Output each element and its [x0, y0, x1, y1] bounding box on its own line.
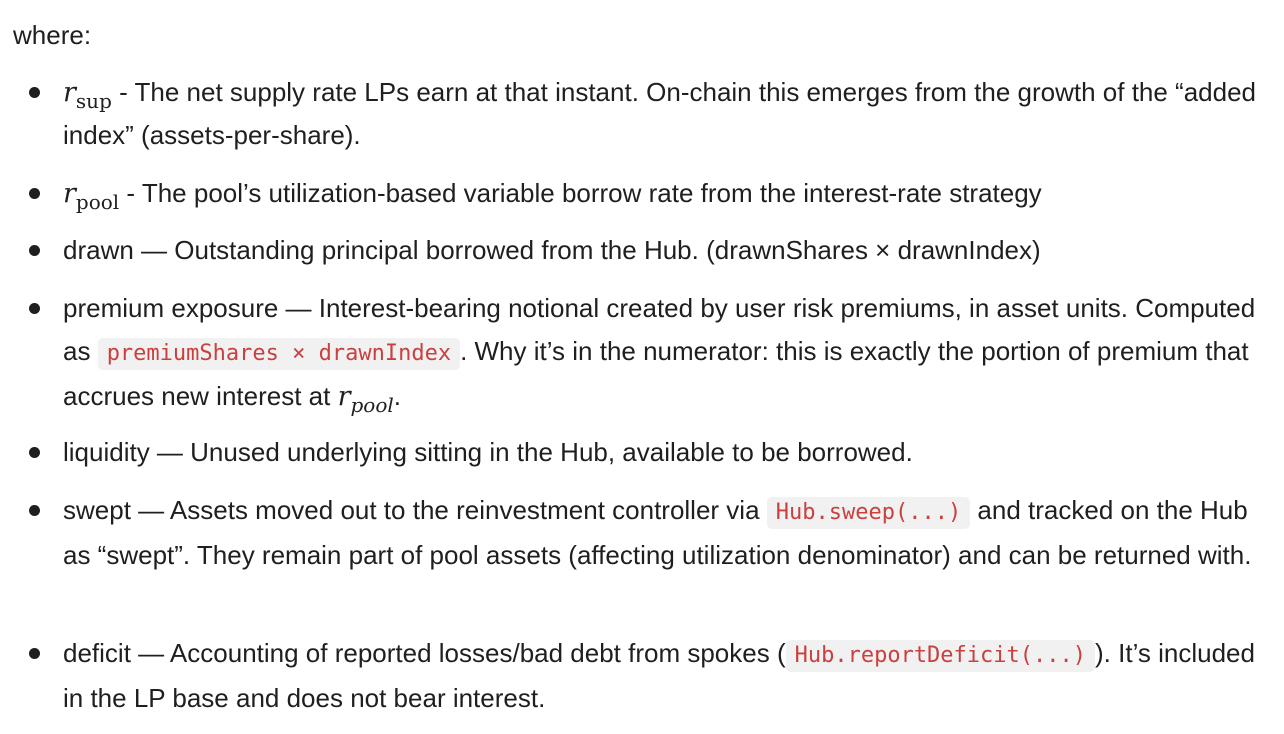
- bullet-dot: [29, 505, 40, 516]
- bullet-dot: [29, 188, 40, 199]
- code-premium-shares: premiumShares × drawnIndex: [98, 338, 460, 370]
- list-item-rsup: [63, 71, 1275, 157]
- definition-text-continued: and tracked on the Hub as “swept”. They remain part of pool assets (affecting utilization denominator) and can be returned with.: [63, 495, 1252, 570]
- list-item-rpool: [63, 172, 1275, 215]
- bullet-dot: [29, 245, 40, 256]
- list-item-deficit: [63, 632, 1275, 720]
- bullet-dot: [29, 447, 40, 458]
- definition-text: - The net supply rate LPs earn at that instant. On-chain this emerges from the growth of the “added index” (assets-per-share).: [63, 77, 1257, 150]
- definition-text: swept — Assets moved out to the reinvestment controller via: [63, 495, 767, 525]
- list-item-drawn: [63, 229, 1275, 272]
- math-r-pool: $r_{pool}$: [63, 178, 120, 214]
- math-r-sup: $r_{sup}$: [63, 77, 112, 113]
- math-r-pool-inline: $r_{pool}$: [337, 381, 394, 417]
- definition-text: liquidity — Unused underlying sitting in the Hub, available to be borrowed.: [63, 437, 913, 467]
- definition-text: premium exposure — Interest-bearing notional created by user risk premiums, in asset units. Computed as: [63, 293, 1256, 366]
- bullet-dot: [29, 648, 40, 659]
- definition-text-continued: . Why it’s in the numerator: this is exactly the portion of premium that accrues new interest at: [63, 336, 1249, 411]
- definition-text: drawn — Outstanding principal borrowed from the Hub. (drawnShares × drawnIndex): [63, 235, 1041, 265]
- definition-text-end: .: [393, 381, 402, 411]
- list-item-swept: [63, 489, 1275, 577]
- code-hub-sweep: Hub.sweep(...): [767, 497, 970, 529]
- code-hub-report-deficit: Hub.reportDeficit(...): [786, 640, 1095, 672]
- definition-text: - The pool’s utilization-based variable borrow rate from the interest-rate strategy: [119, 178, 1042, 208]
- list-item-liquidity: [63, 431, 1275, 474]
- intro-text: where:: [13, 20, 92, 50]
- bullet-dot: [29, 87, 40, 98]
- definition-text-continued: ). It’s included in the LP base and does not bear interest.: [63, 638, 1255, 713]
- definition-text: deficit — Accounting of reported losses/bad debt from spokes (: [63, 638, 786, 668]
- bullet-dot: [29, 303, 40, 314]
- list-item-premium-exposure: [63, 287, 1275, 418]
